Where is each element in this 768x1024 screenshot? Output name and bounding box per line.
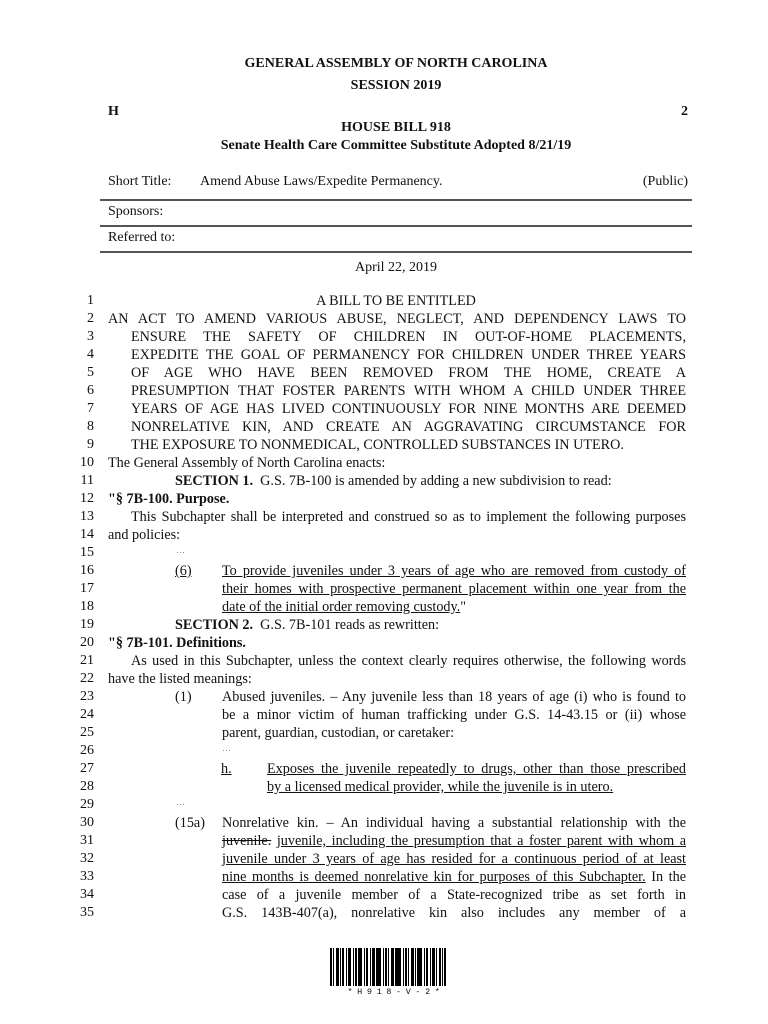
body-text: In the <box>651 869 687 885</box>
line-number: 28 <box>80 779 94 794</box>
subdivision-marker: (6) <box>175 563 192 579</box>
line-number: 23 <box>80 689 94 704</box>
line-number: 20 <box>80 635 94 650</box>
body-text: Nonrelative kin. – An individual having a substantial relationship with the <box>222 815 686 831</box>
line-number: 26 <box>80 743 94 758</box>
bill-line <box>0 436 768 454</box>
bill-line <box>0 472 768 490</box>
bill-line <box>0 454 768 472</box>
act-title-text: ENSURE THE SAFETY OF CHILDREN IN OUT-OF-HOME PLACEMENTS, <box>131 329 686 345</box>
bill-heading: A BILL TO BE ENTITLED <box>316 293 476 309</box>
bill-line <box>0 364 768 382</box>
bill-line <box>0 526 768 544</box>
line-number: 18 <box>80 599 94 614</box>
bill-line <box>0 778 768 796</box>
sub-subdivision-marker: h. <box>221 761 232 777</box>
line-number: 31 <box>80 833 94 848</box>
line-number: 11 <box>80 473 94 488</box>
closing-quote: " <box>460 599 467 615</box>
bill-line <box>0 850 768 868</box>
sponsors-label: Sponsors: <box>108 204 164 219</box>
assembly-title: GENERAL ASSEMBLY OF NORTH CAROLINA <box>244 56 548 71</box>
statute-heading: "§ 7B-101. Definitions. <box>108 635 246 651</box>
line-number: 19 <box>80 617 94 632</box>
body-text: parent, guardian, custodian, or caretaker: <box>222 725 455 741</box>
bill-line <box>0 400 768 418</box>
bill-line <box>0 760 768 778</box>
line-number: 29 <box>80 797 94 812</box>
bill-line <box>0 310 768 328</box>
bill-line <box>0 706 768 724</box>
line-number: 10 <box>80 455 94 470</box>
line-number: 9 <box>87 437 94 452</box>
line-number: 14 <box>80 527 94 542</box>
subdivision-marker: (15a) <box>175 815 205 831</box>
line-number: 17 <box>80 581 94 596</box>
body-text: have the listed meanings: <box>108 671 252 687</box>
bill-line <box>0 868 768 886</box>
subdivision-marker: (1) <box>175 689 192 705</box>
inserted-text: their homes with prospective permanent placement within one year from the <box>222 581 686 597</box>
bill-line <box>0 580 768 598</box>
act-title-text: AN ACT TO AMEND VARIOUS ABUSE, NEGLECT, AND DEPENDENCY LAWS TO <box>108 311 686 327</box>
statute-heading: "§ 7B-100. Purpose. <box>108 491 230 507</box>
bill-line <box>0 724 768 742</box>
line-number: 8 <box>87 419 94 434</box>
deleted-text: juvenile. <box>222 833 272 849</box>
referred-label: Referred to: <box>108 230 176 245</box>
line-number: 16 <box>80 563 94 578</box>
line-number: 15 <box>80 545 94 560</box>
line-number: 25 <box>80 725 94 740</box>
short-title-label: Short Title: <box>108 174 172 189</box>
bill-line <box>0 418 768 436</box>
divider <box>100 251 692 253</box>
body-text: case of a juvenile member of a State-recognized tribe as set forth in <box>222 887 686 903</box>
bill-line <box>0 490 768 508</box>
bill-line <box>0 382 768 400</box>
inserted-text: date of the initial order removing custody. <box>222 599 461 615</box>
sponsors-row <box>100 200 692 226</box>
bill-line <box>0 598 768 616</box>
act-title-text: THE EXPOSURE TO NONMEDICAL, CONTROLLED SUBSTANCES IN UTERO. <box>131 437 624 453</box>
ellipsis: … <box>176 545 186 555</box>
line-number: 13 <box>80 509 94 524</box>
chamber-letter: H <box>108 104 119 119</box>
bill-line <box>0 832 768 850</box>
body-text: and policies: <box>108 527 181 543</box>
public-label: (Public) <box>642 174 688 189</box>
ellipsis: … <box>176 797 186 807</box>
substitute-title: Senate Health Care Committee Substitute Adopted 8/21/19 <box>220 138 572 153</box>
act-title-text: OF AGE WHO HAVE BEEN REMOVED FROM THE HOME, CREATE A <box>131 365 686 381</box>
act-title-text: EXPEDITE THE GOAL OF PERMANENCY FOR CHILDREN UNDER THREE YEARS <box>131 347 686 363</box>
line-number: 33 <box>80 869 94 884</box>
inserted-text: juvenile, including the presumption that a foster parent with whom a <box>276 833 686 849</box>
bill-line <box>0 652 768 670</box>
barcode-icon <box>330 948 462 998</box>
line-number: 21 <box>80 653 94 668</box>
body-text: This Subchapter shall be interpreted and construed so as to implement the following purposes <box>131 509 686 525</box>
session-title: SESSION 2019 <box>350 78 442 93</box>
enacting-clause: The General Assembly of North Carolina enacts: <box>108 455 386 471</box>
act-title-text: NONRELATIVE KIN, AND CREATE AN AGGRAVATING CIRCUMSTANCE FOR <box>131 419 686 435</box>
bill-line <box>0 634 768 652</box>
section-heading: SECTION 2. <box>175 617 254 633</box>
bill-line <box>0 886 768 904</box>
barcode-bars <box>330 948 462 986</box>
inserted-text: Exposes the juvenile repeatedly to drugs, other than those prescribed <box>267 761 686 777</box>
line-number: 5 <box>87 365 94 380</box>
line-number: 27 <box>80 761 94 776</box>
line-number: 3 <box>87 329 94 344</box>
barcode-text: *H918-V-2* <box>347 987 445 997</box>
body-text: G.S. 143B-407(a), nonrelative kin also includes any member of a <box>222 905 686 921</box>
inserted-text: To provide juveniles under 3 years of age who are removed from custody of <box>222 563 686 579</box>
line-number: 12 <box>80 491 94 506</box>
line-number: 22 <box>80 671 94 686</box>
line-number: 1 <box>87 293 94 308</box>
section-heading: SECTION 1. <box>175 473 254 489</box>
bill-line <box>0 292 768 310</box>
body-text: Abused juveniles. – Any juvenile less than 18 years of age (i) who is found to <box>222 689 686 705</box>
bill-line <box>0 796 768 814</box>
line-number: 7 <box>87 401 94 416</box>
bill-line <box>0 814 768 832</box>
section-text: G.S. 7B-100 is amended by adding a new subdivision to read: <box>260 473 612 489</box>
body-text: As used in this Subchapter, unless the context clearly requires otherwise, the following words <box>131 653 686 669</box>
bill-line <box>0 904 768 922</box>
body-text: be a minor victim of human trafficking under G.S. 14-43.15 or (ii) whose <box>222 707 686 723</box>
line-number: 34 <box>80 887 94 902</box>
act-title-text: PRESUMPTION THAT FOSTER PARENTS WITH WHOM A CHILD UNDER THREE <box>131 383 686 399</box>
act-title-text: YEARS OF AGE HAS LIVED CONTINUOUSLY FOR NINE MONTHS ARE DEEMED <box>131 401 686 417</box>
referred-row <box>100 226 692 252</box>
line-number: 6 <box>87 383 94 398</box>
short-title-value: Amend Abuse Laws/Expedite Permanency. <box>200 174 443 189</box>
line-number: 32 <box>80 851 94 866</box>
line-number: 4 <box>87 347 94 362</box>
line-number: 2 <box>87 311 94 326</box>
bill-line <box>0 508 768 526</box>
inserted-text: nine months is deemed nonrelative kin for purposes of this Subchapter. <box>222 869 646 885</box>
bill-line <box>0 616 768 634</box>
bill-date: April 22, 2019 <box>354 260 438 275</box>
line-number: 35 <box>80 905 94 920</box>
bill-line <box>0 670 768 688</box>
bill-line <box>0 742 768 760</box>
bill-line <box>0 328 768 346</box>
bill-line <box>0 562 768 580</box>
inserted-text: by a licensed medical provider, while the juvenile is in utero. <box>267 779 614 795</box>
ellipsis: … <box>222 743 232 753</box>
line-number: 30 <box>80 815 94 830</box>
section-text: G.S. 7B-101 reads as rewritten: <box>260 617 440 633</box>
bill-line <box>0 688 768 706</box>
short-title-row <box>100 170 692 196</box>
bill-line <box>0 346 768 364</box>
version-number: 2 <box>681 104 688 119</box>
bill-title: HOUSE BILL 918 <box>341 120 451 135</box>
line-number: 24 <box>80 707 94 722</box>
bill-line <box>0 544 768 562</box>
inserted-text: juvenile under 3 years of age has resided for a continuous period of at least <box>222 851 686 867</box>
